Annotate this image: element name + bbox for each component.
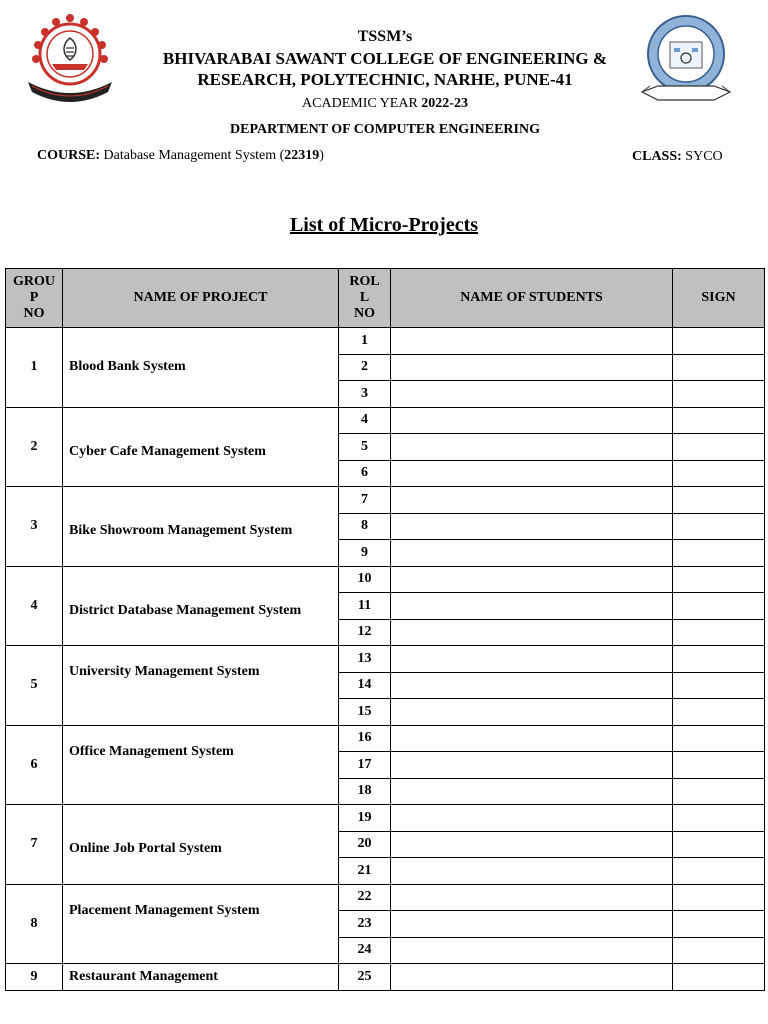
student-name-cell[interactable] bbox=[391, 381, 673, 408]
student-name-cell[interactable] bbox=[391, 540, 673, 567]
class-value: SYCO bbox=[685, 149, 723, 164]
sign-cell[interactable] bbox=[673, 937, 765, 964]
project-name-cell: Online Job Portal System bbox=[63, 805, 339, 885]
left-emblem-icon bbox=[22, 8, 118, 106]
table-header-row bbox=[6, 269, 765, 328]
student-name-cell[interactable] bbox=[391, 805, 673, 832]
table-row bbox=[6, 328, 765, 355]
roll-number-cell: 9 bbox=[339, 540, 391, 567]
header-group-no: GROU P NO bbox=[6, 269, 63, 328]
sign-cell[interactable] bbox=[673, 646, 765, 673]
roll-number-cell: 20 bbox=[339, 831, 391, 858]
student-name-cell[interactable] bbox=[391, 328, 673, 355]
academic-year-value: 2022-23 bbox=[421, 96, 468, 111]
sign-cell[interactable] bbox=[673, 407, 765, 434]
left-institution-logo bbox=[22, 8, 118, 106]
sign-cell[interactable] bbox=[673, 540, 765, 567]
roll-number-cell: 8 bbox=[339, 513, 391, 540]
course-close: ) bbox=[319, 148, 324, 163]
roll-number-cell: 12 bbox=[339, 619, 391, 646]
project-name-cell: Placement Management System bbox=[63, 884, 339, 964]
student-name-cell[interactable] bbox=[391, 354, 673, 381]
roll-number-cell: 2 bbox=[339, 354, 391, 381]
sign-cell[interactable] bbox=[673, 911, 765, 938]
sign-cell[interactable] bbox=[673, 619, 765, 646]
group-number-cell: 3 bbox=[6, 487, 63, 567]
roll-number-cell: 11 bbox=[339, 593, 391, 620]
roll-number-cell: 25 bbox=[339, 964, 391, 991]
org-name: TSSM’s bbox=[357, 28, 413, 45]
course-label: COURSE: bbox=[37, 148, 101, 163]
student-name-cell[interactable] bbox=[391, 699, 673, 726]
student-name-cell[interactable] bbox=[391, 911, 673, 938]
project-name-cell: Bike Showroom Management System bbox=[63, 487, 339, 567]
sign-cell[interactable] bbox=[673, 381, 765, 408]
sign-cell[interactable] bbox=[673, 487, 765, 514]
department-name: DEPARTMENT OF COMPUTER ENGINEERING bbox=[230, 122, 540, 137]
header-sign: SIGN bbox=[673, 269, 765, 328]
table-row bbox=[6, 805, 765, 832]
roll-number-cell: 5 bbox=[339, 434, 391, 461]
course-name: Database Management System ( bbox=[103, 148, 285, 163]
roll-number-cell: 6 bbox=[339, 460, 391, 487]
group-number-cell: 5 bbox=[6, 646, 63, 726]
header-roll-no: ROL L NO bbox=[339, 269, 391, 328]
table-row bbox=[6, 487, 765, 514]
academic-year-label: ACADEMIC YEAR bbox=[302, 96, 418, 111]
sign-cell[interactable] bbox=[673, 328, 765, 355]
student-name-cell[interactable] bbox=[391, 407, 673, 434]
table-row bbox=[6, 725, 765, 752]
table-row bbox=[6, 566, 765, 593]
student-name-cell[interactable] bbox=[391, 884, 673, 911]
college-name-line2: RESEARCH, POLYTECHNIC, NARHE, PUNE-41 bbox=[197, 70, 573, 89]
table-row bbox=[6, 646, 765, 673]
roll-number-cell: 18 bbox=[339, 778, 391, 805]
project-name-cell: Cyber Cafe Management System bbox=[63, 407, 339, 487]
sign-cell[interactable] bbox=[673, 884, 765, 911]
academic-year bbox=[130, 96, 640, 112]
header-student-names: NAME OF STUDENTS bbox=[391, 269, 673, 328]
sign-cell[interactable] bbox=[673, 752, 765, 779]
roll-number-cell: 16 bbox=[339, 725, 391, 752]
group-number-cell: 1 bbox=[6, 328, 63, 408]
course-code: 22319 bbox=[284, 148, 320, 163]
micro-projects-table bbox=[5, 268, 765, 991]
sign-cell[interactable] bbox=[673, 354, 765, 381]
project-name-cell: Blood Bank System bbox=[63, 328, 339, 408]
group-number-cell: 2 bbox=[6, 407, 63, 487]
header-project-name: NAME OF PROJECT bbox=[63, 269, 339, 328]
student-name-cell[interactable] bbox=[391, 831, 673, 858]
group-number-cell: 4 bbox=[6, 566, 63, 646]
student-name-cell[interactable] bbox=[391, 487, 673, 514]
right-institution-logo bbox=[638, 12, 734, 110]
student-name-cell[interactable] bbox=[391, 593, 673, 620]
roll-number-cell: 3 bbox=[339, 381, 391, 408]
right-emblem-icon bbox=[638, 12, 734, 110]
roll-number-cell: 15 bbox=[339, 699, 391, 726]
student-name-cell[interactable] bbox=[391, 566, 673, 593]
roll-number-cell: 23 bbox=[339, 911, 391, 938]
student-name-cell[interactable] bbox=[391, 460, 673, 487]
sign-cell[interactable] bbox=[673, 566, 765, 593]
project-name-cell: University Management System bbox=[63, 646, 339, 726]
student-name-cell[interactable] bbox=[391, 513, 673, 540]
student-name-cell[interactable] bbox=[391, 778, 673, 805]
group-number-cell: 8 bbox=[6, 884, 63, 964]
table-row bbox=[6, 884, 765, 911]
sign-cell[interactable] bbox=[673, 858, 765, 885]
roll-number-cell: 14 bbox=[339, 672, 391, 699]
sign-cell[interactable] bbox=[673, 699, 765, 726]
sign-cell[interactable] bbox=[673, 513, 765, 540]
project-name-cell: District Database Management System bbox=[63, 566, 339, 646]
student-name-cell[interactable] bbox=[391, 752, 673, 779]
group-number-cell: 6 bbox=[6, 725, 63, 805]
student-name-cell[interactable] bbox=[391, 646, 673, 673]
sign-cell[interactable] bbox=[673, 672, 765, 699]
student-name-cell[interactable] bbox=[391, 937, 673, 964]
roll-number-cell: 19 bbox=[339, 805, 391, 832]
class-info bbox=[632, 149, 723, 165]
sign-cell[interactable] bbox=[673, 460, 765, 487]
sign-cell[interactable] bbox=[673, 778, 765, 805]
student-name-cell[interactable] bbox=[391, 858, 673, 885]
college-name-line1: BHIVARABAI SAWANT COLLEGE OF ENGINEERING & bbox=[162, 49, 608, 68]
sign-cell[interactable] bbox=[673, 434, 765, 461]
project-name-cell: Restaurant Management bbox=[63, 964, 339, 991]
class-label: CLASS: bbox=[632, 149, 682, 164]
roll-number-cell: 4 bbox=[339, 407, 391, 434]
roll-number-cell: 10 bbox=[339, 566, 391, 593]
roll-number-cell: 22 bbox=[339, 884, 391, 911]
student-name-cell[interactable] bbox=[391, 434, 673, 461]
sign-cell[interactable] bbox=[673, 725, 765, 752]
table-row bbox=[6, 964, 765, 991]
student-name-cell[interactable] bbox=[391, 964, 673, 991]
roll-number-cell: 7 bbox=[339, 487, 391, 514]
project-name-cell: Office Management System bbox=[63, 725, 339, 805]
student-name-cell[interactable] bbox=[391, 725, 673, 752]
roll-number-cell: 17 bbox=[339, 752, 391, 779]
group-number-cell: 7 bbox=[6, 805, 63, 885]
roll-number-cell: 24 bbox=[339, 937, 391, 964]
sign-cell[interactable] bbox=[673, 831, 765, 858]
sign-cell[interactable] bbox=[673, 593, 765, 620]
group-number-cell: 9 bbox=[6, 964, 63, 991]
sign-cell[interactable] bbox=[673, 805, 765, 832]
table-row bbox=[6, 407, 765, 434]
student-name-cell[interactable] bbox=[391, 619, 673, 646]
page-title: List of Micro-Projects bbox=[289, 214, 479, 236]
student-name-cell[interactable] bbox=[391, 672, 673, 699]
roll-number-cell: 13 bbox=[339, 646, 391, 673]
roll-number-cell: 21 bbox=[339, 858, 391, 885]
course-info bbox=[37, 148, 324, 164]
sign-cell[interactable] bbox=[673, 964, 765, 991]
roll-number-cell: 1 bbox=[339, 328, 391, 355]
